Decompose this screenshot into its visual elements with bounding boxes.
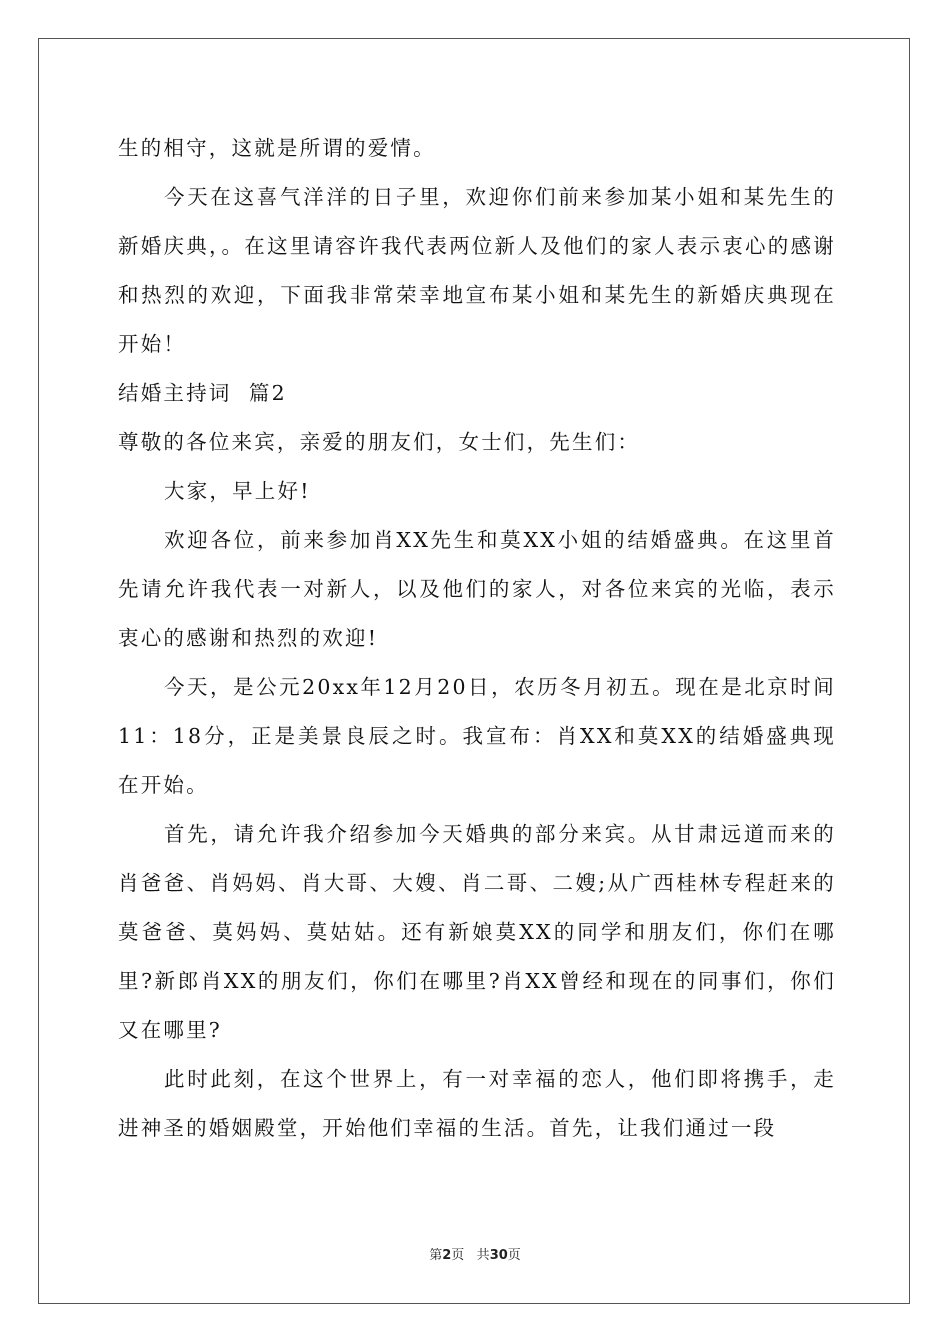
paragraph: 尊敬的各位来宾，亲爱的朋友们，女士们，先生们： — [118, 430, 641, 454]
page-prefix: 第 — [429, 1248, 443, 1263]
paragraph: 首先，请允许我介绍参加今天婚典的部分来宾。从甘肃远道而来的肖爸爸、肖妈妈、肖大哥、大嫂、肖二哥、二嫂;从广西桂林专程赶来的莫爸爸、莫妈妈、莫姑姑。还有新娘莫XX的同学和朋友们，你们在哪里?新郎肖XX的朋友们，你们在哪里?肖XX曾经和现在的同事们，你们又在哪里? — [118, 822, 836, 1042]
document-body — [118, 124, 836, 1153]
paragraph: 今天在这喜气洋洋的日子里，欢迎你们前来参加某小姐和某先生的新婚庆典，。在这里请容许我代表两位新人及他们的家人表示衷心的感谢和热烈的欢迎，下面我非常荣幸地宣布某小姐和某先生的新婚庆典现在开始！ — [118, 185, 836, 356]
page-suffix: 页 — [451, 1248, 465, 1263]
paragraph: 大家，早上好! — [164, 479, 311, 503]
total-suffix: 页 — [507, 1248, 521, 1263]
section-heading: 结婚主持词 篇2 — [118, 381, 287, 405]
page-number: 2 — [442, 1248, 452, 1263]
paragraph: 此时此刻，在这个世界上，有一对幸福的恋人，他们即将携手，走进神圣的婚姻殿堂，开始他们幸福的生活。首先，让我们通过一段 — [118, 1067, 836, 1140]
paragraph: 今天，是公元20xx年12月20日，农历冬月初五。现在是北京时间11：18分，正是美景良辰之时。我宣布：肖XX和莫XX的结婚盛典现在开始。 — [118, 675, 836, 797]
paragraph: 生的相守，这就是所谓的爱情。 — [118, 136, 436, 160]
paragraph: 欢迎各位，前来参加肖XX先生和莫XX小姐的结婚盛典。在这里首先请允许我代表一对新人，以及他们的家人，对各位来宾的光临，表示衷心的感谢和热烈的欢迎! — [118, 528, 836, 650]
total-pages: 30 — [489, 1248, 508, 1263]
total-prefix: 共 — [476, 1248, 490, 1263]
page-footer — [0, 1244, 950, 1263]
